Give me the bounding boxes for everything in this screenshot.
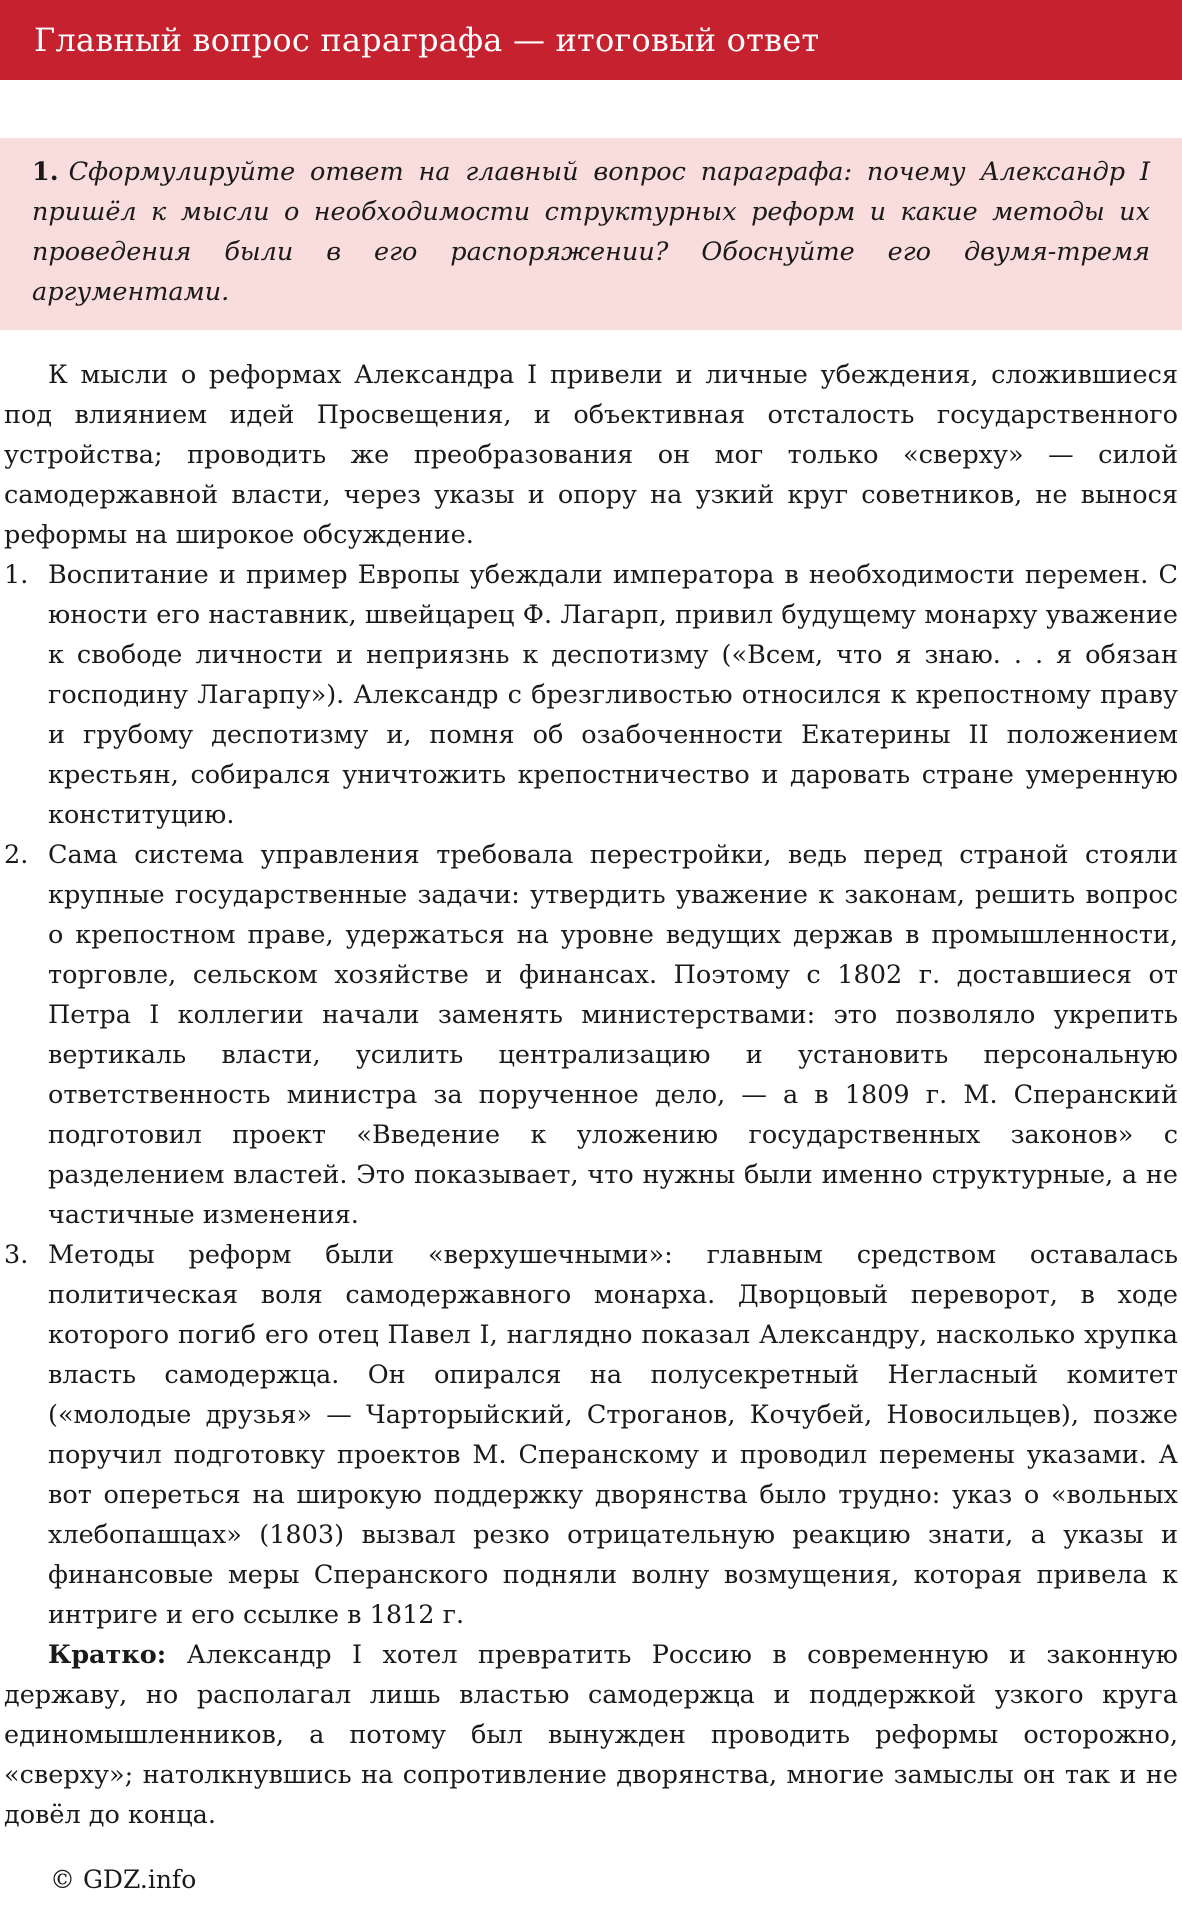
argument-number: 1. — [4, 560, 29, 590]
summary-text: Александр I хотел превратить Россию в современную и законную державу, но располагал лишь властью самодержца и поддержкой узкого круга единомышленников, а потому был вынужден проводить реформы осторожно, «сверху»; натолкнувшись на сопротивление дворянства, многие замыслы он так и не довёл до конца. — [4, 1640, 1178, 1830]
task-question-text: Сформулируйте ответ на главный вопрос параграфа: почему Александр I пришёл к мысли о необходимости структурных реформ и какие методы их проведения были в его распоряжении? Обоснуйте его двумя-тремя аргументами. — [32, 157, 1150, 307]
answer-body — [0, 355, 1182, 1835]
summary-label: Кратко: — [48, 1640, 167, 1670]
answer-intro: К мысли о реформах Александра I привели и личные убеждения, сложившиеся под влиянием идей Просвещения, и объективная отсталость государственного устройства; проводить же преобразования он мог только «сверху» — силой самодержавной власти, через указы и опору на узкий круг советников, не вынося реформы на широкое обсуждение. — [4, 360, 1178, 550]
task-number: 1. — [32, 157, 59, 187]
task-question-block — [0, 138, 1182, 330]
argument-text: Сама система управления требовала перестройки, ведь перед страной стояли крупные государственные задачи: утвердить уважение к законам, решить вопрос о крепостном праве, удержаться на уровне ведущих держав в промышленности, торговле, сельском хозяйстве и финансах. Поэтому с 1802 г. доставшиеся от Петра I коллегии начали заменять министерствами: это позволяло укрепить вертикаль власти, усилить централизацию и установить персональную ответственность министра за порученное дело, — а в 1809 г. М. Сперанский подготовил проект «Введение к уложению государственных законов» с разделением властей. Это показывает, что нужны были именно структурные, а не частичные изменения. — [48, 840, 1178, 1230]
task-question — [32, 152, 1150, 312]
argument-text: Методы реформ были «верхушечными»: главным средством оставалась политическая воля самодержавного монарха. Дворцовый переворот, в ходе которого погиб его отец Павел I, наглядно показал Александру, насколько хрупка власть самодержца. Он опирался на полусекретный Негласный комитет («молодые друзья» — Чарторыйский, Строганов, Кочубей, Новосильцев), позже поручил подготовку проектов М. Сперанскому и проводил перемены указами. А вот опереться на широкую поддержку дворянства было трудно: указ о «вольных хлебопашцах» (1803) вызвал резко отрицательную реакцию знати, а указы и финансовые меры Сперанского подняли волну возмущения, которая привела к интриге и его ссылке в 1812 г. — [48, 1240, 1178, 1630]
argument-item — [4, 835, 1178, 1235]
argument-text: Воспитание и пример Европы убеждали императора в необходимости перемен. С юности его наставник, швейцарец Ф. Лагарп, привил будущему монарху уважение к свободе личности и неприязнь к деспотизму («Всем, что я знаю. . . я обязан господину Лагарпу»). Александр с брезгливостью относился к крепостному праву и грубому деспотизму и, помня об озабоченности Екатерины II положением крестьян, собирался уничтожить крепостничество и даровать стране умеренную конституцию. — [48, 560, 1178, 830]
section-header — [0, 0, 1182, 80]
copyright-mark: © GDZ.info — [50, 1865, 197, 1894]
answer-summary — [4, 1635, 1178, 1835]
argument-number: 2. — [4, 840, 29, 870]
argument-item — [4, 555, 1178, 835]
arguments-list — [4, 555, 1178, 1635]
section-title: Главный вопрос параграфа — итоговый ответ — [34, 21, 820, 59]
argument-item — [4, 1235, 1178, 1635]
argument-number: 3. — [4, 1240, 29, 1270]
